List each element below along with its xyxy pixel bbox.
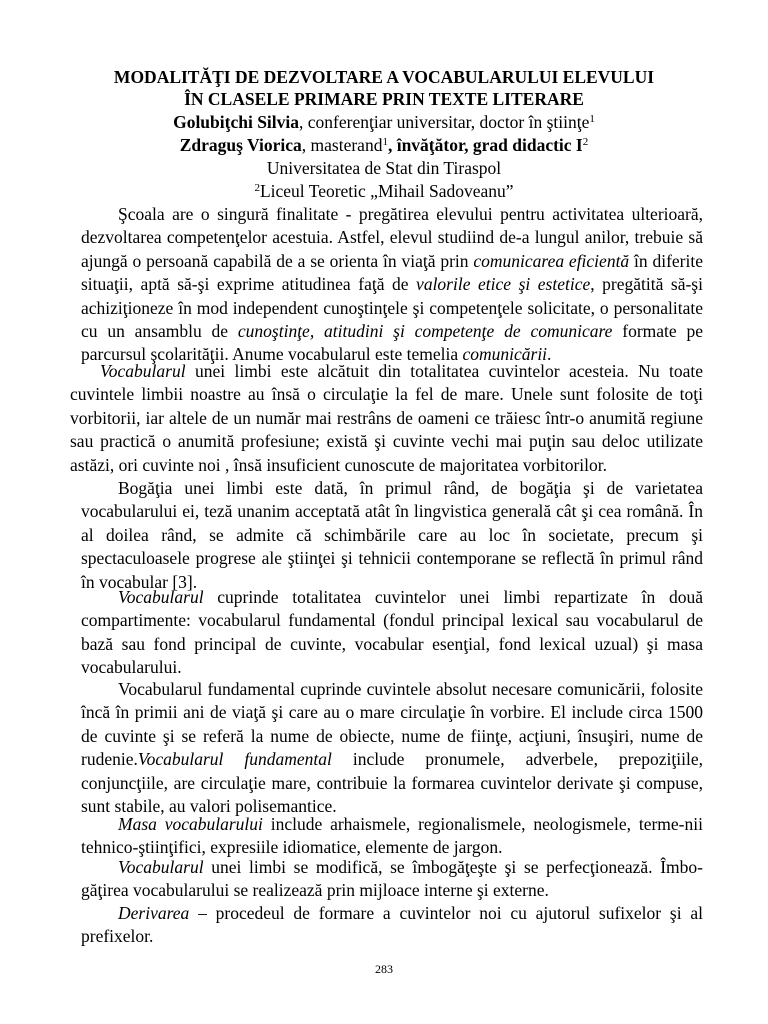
p1-text-c: în diferite situaţii, aptă să-şi exprime atitudinea faţă de xyxy=(81,250,704,295)
paper-title-line-1: MODALITĂŢI DE DEZVOLTARE A VOCABULARULUI ELEVULUI xyxy=(113,67,655,87)
author-1 xyxy=(60,111,708,133)
p7-italic-a: Vocabularul xyxy=(118,857,204,877)
author-2 xyxy=(60,134,708,156)
p4-text-b: cuprinde totalitatea cuvintelor unei limbi repartizate în două compartimente: vocabularul fundamental (fondul principal lexical sau vocabularul de bază sau fond principal de cuvinte, vocabular esenţial, fond lexical uzual) şi masa vocabularului. xyxy=(81,587,703,678)
p1-text-i: . xyxy=(547,344,552,365)
p1-text-g: formate pe parcursul şcolarităţii. Anume vocabularul este temelia xyxy=(81,321,704,365)
p1-italic-h: comunicării xyxy=(462,344,548,365)
p1-text-a: Şcoala are o singură finalitate - pregătirea elevului pentru activitatea ulterioară, dezvoltarea competenţelor acestuia. Astfel, elevul studiind de-a lungul anilor, trebuie să ajungă o persoană capabilă de a se orienta în viaţă prin xyxy=(81,204,703,271)
p4-italic-a: Vocabularul xyxy=(118,587,204,607)
author-2-name: Zdraguş Viorica xyxy=(179,135,302,155)
paragraph-2 xyxy=(70,360,703,477)
p5-italic-b: Vocabularul fundamental xyxy=(137,749,332,770)
institution-lyceum-sup: 2 xyxy=(254,182,260,194)
p5-text-c: include pronumele, adverbele, prepoziţiile, conjuncţiile, are circulaţie mare, contribuie la formarea cuvintelor derivate şi compuse, sunt stabile, au valori polisemantice. xyxy=(81,749,703,817)
p1-text-e: , pregătită să-şi achiziţioneze în mod independent cunoştinţele şi competenţele solicitate, o personalitate cu un ansamblu de xyxy=(81,274,703,342)
paragraph-3: Bogăţia unei limbi este dată, în primul rând, de bogăţia şi de varietatea vocabularului ei, teză unanim acceptată atât în lingvistica generală cât şi cea română. În al doilea rând, se admite că schimbările care au loc în societate, precum şi spectaculoasele progrese ale ştiinţei şi tehnicii contemporane se reflectă în primul rând în vocabular [3]. xyxy=(81,478,703,592)
p6-text-b: include arhaismele, regionalismele, neologismele, terme-nii tehnico-ştiinţifici, expresiile idiomatice, elemente de jargon. xyxy=(81,814,703,858)
paragraph-1 xyxy=(81,203,703,367)
paragraph-6 xyxy=(81,813,703,860)
p2-italic-a: Vocabularul xyxy=(100,361,186,381)
institution-lyceum-name: Liceul Teoretic „Mihail Sadoveanu” xyxy=(259,181,514,201)
paragraph-5 xyxy=(81,678,703,818)
p1-italic-d: valorile etice şi estetice xyxy=(416,274,591,295)
author-2-sup-a: 1 xyxy=(382,136,388,148)
author-2-affiliation-b: , învăţător, grad didactic I xyxy=(387,135,583,155)
p7-text-b: unei limbi se modifică, se îmbogăţeşte şi se perfecţionează. Îmbo-găţirea vocabularului se realizează prin mijloace interne şi externe. xyxy=(81,857,703,901)
paper-title-line-2: ÎN CLASELE PRIMARE PRIN TEXTE LITERARE xyxy=(184,89,584,109)
author-1-name: Golubiţchi Silvia xyxy=(173,112,300,132)
author-1-sup: 1 xyxy=(589,113,595,125)
p1-italic-b: comunicarea eficientă xyxy=(473,250,630,271)
p6-italic-a: Masa vocabularului xyxy=(118,814,263,834)
p8-italic-a: Derivarea xyxy=(118,903,190,923)
paragraph-4 xyxy=(81,586,703,680)
p2-text-b: unei limbi este alcătuit din totalitatea cuvintelor acesteia. Nu toate cuvintele limbii noastre au însă o circulaţie la fel de mare. Unele sunt folosite de toţi vorbitorii, iar altele de un număr mai restrâns de oameni ce trăiesc într-o anumită regiune sau practică o anumită profesiune; există şi cuvinte vechi mai puţin sau deloc utilizate astăzi, ori cuvinte noi , însă insuficient cunoscute de majoritatea vorbitorilor. xyxy=(70,361,703,475)
author-2-affiliation-a: , masterand xyxy=(301,135,383,155)
paragraph-7 xyxy=(81,856,703,903)
author-1-affiliation: , conferenţiar universitar, doctor în ştiinţe xyxy=(299,112,590,132)
p1-italic-f: cunoştinţe, atitudini şi competenţe de comunicare xyxy=(237,321,613,342)
p8-text-b: – procedeul de formare a cuvintelor noi cu ajutorul sufixelor şi al prefixelor. xyxy=(81,903,703,947)
p5-text-a: Vocabularul fundamental cuprinde cuvintele absolut necesare comunicării, folosite încă în primii ani de viaţă şi care au o mare circulaţie în vorbire. El include circa 1500 de cuvinte şi se referă la nume de obiecte, nume de fiinţe, acţiuni, însuşiri, nume de rudenie. xyxy=(81,679,703,770)
page-number: 283 xyxy=(375,962,393,976)
institution-lyceum xyxy=(60,180,708,202)
author-2-sup-b: 2 xyxy=(582,136,589,148)
paragraph-8 xyxy=(81,902,703,949)
institution-university: Universitatea de Stat din Tiraspol xyxy=(266,158,502,178)
